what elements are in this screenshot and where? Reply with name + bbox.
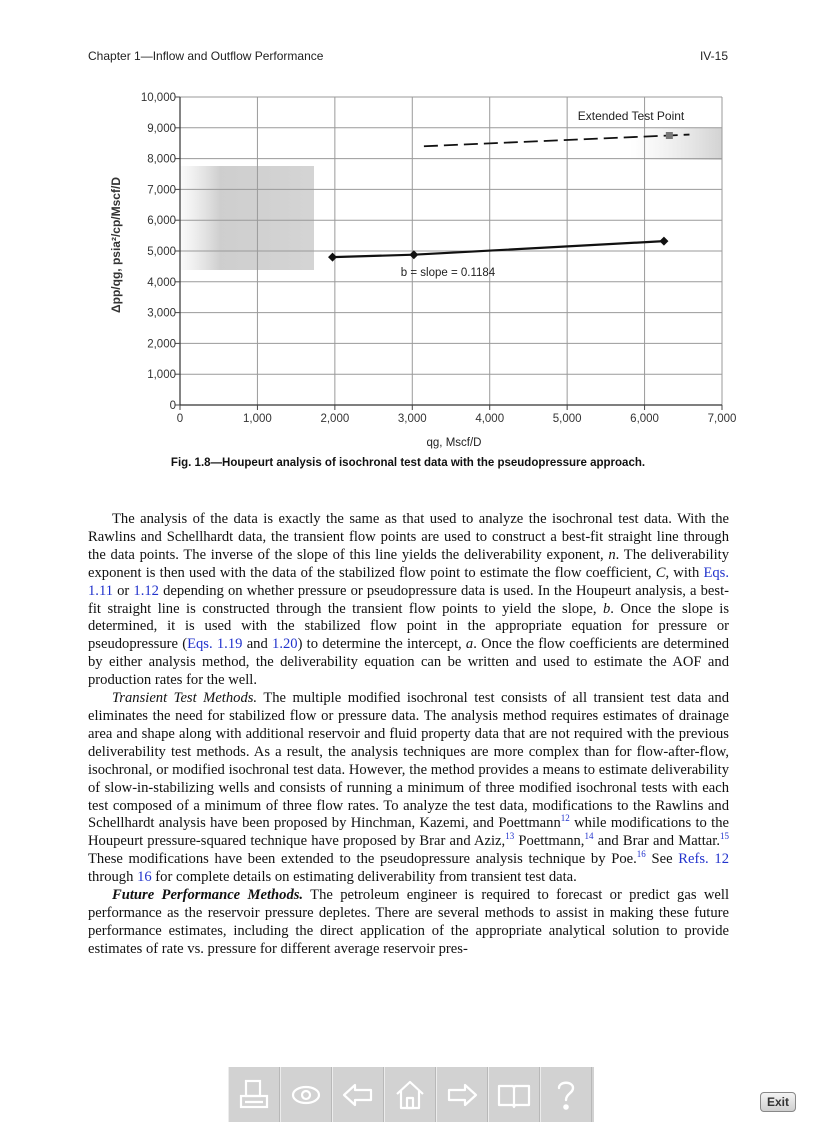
ref-13-link[interactable]: 13 — [505, 831, 515, 842]
ref-12-link[interactable]: 12 — [560, 813, 570, 824]
transient-flow-point — [659, 237, 668, 246]
print-button[interactable] — [228, 1067, 280, 1122]
contents-button[interactable] — [488, 1067, 540, 1122]
x-tick-label: 2,000 — [320, 413, 350, 425]
book-icon — [495, 1076, 533, 1114]
chapter-header: Chapter 1—Inflow and Outflow Performance — [88, 49, 324, 63]
link-ref-16[interactable]: 16 — [137, 869, 152, 886]
link-refs-12[interactable]: Refs. 12 — [678, 851, 730, 868]
paragraph-transient-test: Transient Test Methods. The multiple modified isochronal test consists of all transient test data and eliminates the need for stabilized flow or pressure data. The analysis method requires estimates of drainage area and shape along with additional reservoir and fluid property data that are not required with the previous deliverability test methods. As a result, the analysis techniques are more complex than for flow-after-flow, isochronal, or modified isochronal test data. However, the method provides a means to estimate deliverability of slow-in-stabilizing wells and consists of running a minimum of three modified isochronal tests with each test composed of a minimum of three flow rates. To analyze the test data, modifications to the Rawlins and Schellhardt analysis have been proposed by Hinchman, Kazemi, and Poettmann$^{12}$ while modifications to the Houpeurt pressure-squared technique have proposed by Brar and Aziz,$^{13}$ Poettmann,$^{14}$ and Brar and Mattar.$^{15}$ These modifications have been extended to the pseudopressure analysis technique by Poe.$^{16}$ See Refs. 12 through 16 for complete details on estimating deliverability from transient test data. — [88, 690, 730, 886]
x-tick-label: 6,000 — [630, 413, 659, 425]
shaded-background-block-right — [630, 128, 722, 160]
figure-caption: Fig. 1.8—Houpeurt analysis of isochronal test data with the pseudopressure approach. — [170, 457, 646, 469]
view-icon — [287, 1076, 325, 1114]
ref-16-link[interactable]: 16 — [636, 849, 646, 860]
ref-14-link[interactable]: 14 — [584, 831, 594, 842]
extended-test-point-label: Extended Test Point — [577, 109, 685, 123]
print-icon — [235, 1076, 273, 1114]
link-eq-1-12[interactable]: 1.12 — [133, 582, 159, 599]
x-tick-label: 0 — [176, 413, 184, 425]
paragraph-analysis: The analysis of the data is exactly the same as that used to analyze the isochronal test data. With the Rawlins and Schellhardt data, the transient flow points are used to construct a best-fit straight line through the data points. The inverse of the slope of this line yields the deliverability exponent, n. The deliverability exponent is then used with the data of the stabilized flow point to estimate the flow coefficient, C, with Eqs. 1.11 or 1.12 depending on whether pressure or pseudopressure data is used. In the Houpeurt analysis, a best-fit straight line is constructed through the transient flow points to yield the slope, b. Once the slope is determined, it is used with the stabilized flow point in the appropriate equation for pressure or pseudopressure (Eqs. 1.19 and 1.20) to determine the intercept, a. Once the flow coefficients are determined by either analysis method, the deliverability equation can be written and used to estimate the AOF and production rates for the well. — [88, 511, 730, 689]
x-tick-label: 4,000 — [475, 413, 505, 425]
back-arrow-icon — [339, 1076, 377, 1114]
back-button[interactable] — [332, 1067, 384, 1122]
y-tick-label: 9,000 — [147, 122, 176, 135]
x-tick-label: 5,000 — [552, 413, 582, 425]
forward-arrow-icon — [443, 1076, 481, 1114]
transient-flow-line — [333, 241, 664, 257]
y-tick-label: 8,000 — [147, 153, 176, 166]
home-button[interactable] — [384, 1067, 436, 1122]
view-button[interactable] — [280, 1067, 332, 1122]
x-tick-label: 3,000 — [397, 413, 427, 425]
section-heading-future: Future Performance Methods. — [112, 887, 304, 904]
ref-15-link[interactable]: 15 — [719, 831, 729, 842]
y-axis-label: Δpp/qg, psia²/cp/Mscf/D — [109, 177, 123, 313]
exit-button[interactable]: Exit — [760, 1092, 796, 1112]
shaded-background-block — [180, 166, 314, 270]
help-icon — [547, 1076, 585, 1114]
link-eq-1-11[interactable]: Eqs. 1.11 — [88, 564, 729, 599]
paragraph-future-performance: Future Performance Methods. The petroleum engineer is required to forecast or predict gas well performance as the reservoir pressure depletes. There are several methods to assist in making these future performance estimates, including the direct application of the appropriate analytical solution to provide estimates of rate vs. pressure for different average reservoir pres- — [88, 887, 729, 957]
page-number: IV-15 — [699, 49, 728, 63]
help-button[interactable] — [540, 1067, 592, 1122]
y-tick-label: 0 — [169, 400, 176, 412]
houpeurt-chart — [0, 0, 816, 460]
link-eq-1-20[interactable]: 1.20 — [272, 636, 298, 653]
y-tick-label: 2,000 — [147, 338, 176, 351]
extended-test-point-marker — [666, 132, 673, 139]
y-tick-label: 7,000 — [147, 184, 176, 197]
home-icon — [391, 1076, 429, 1114]
y-tick-label: 3,000 — [147, 307, 176, 320]
body-text — [88, 511, 729, 959]
y-tick-label: 6,000 — [147, 215, 176, 228]
link-eq-1-19[interactable]: Eqs. 1.19 — [187, 636, 243, 653]
slope-label: b = slope = 0.1184 — [400, 267, 496, 279]
forward-button[interactable] — [436, 1067, 488, 1122]
x-axis-label: qg, Mscf/D — [426, 437, 482, 449]
transient-flow-point — [409, 250, 418, 259]
y-tick-label: 4,000 — [147, 276, 176, 289]
y-tick-label: 10,000 — [140, 92, 176, 104]
x-tick-label: 7,000 — [707, 413, 737, 425]
x-tick-label: 1,000 — [243, 413, 272, 425]
y-tick-label: 5,000 — [147, 246, 176, 258]
transient-flow-point — [328, 253, 337, 262]
navigation-toolbar — [228, 1067, 594, 1122]
y-tick-label: 1,000 — [147, 369, 176, 382]
section-heading-transient: Transient Test Methods. — [112, 690, 258, 707]
